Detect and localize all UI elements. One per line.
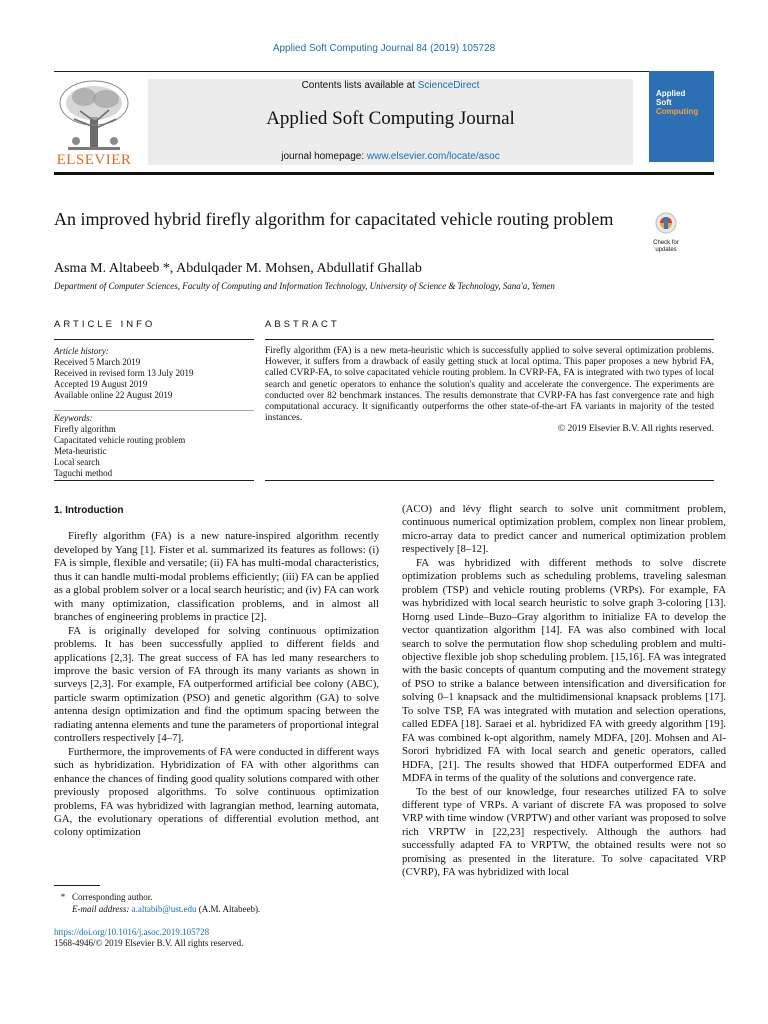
email-label: E-mail address: bbox=[72, 904, 130, 914]
body-paragraph: (ACO) and lévy flight search to solve unit commitment problem, continuous numerical optimization problem, complex non linear problem, micro-array data to predict cancer and numerical optimization problem respectively [8–12]. bbox=[402, 503, 726, 556]
abstract-bottom-rule bbox=[265, 480, 714, 481]
journal-title: Applied Soft Computing Journal bbox=[266, 108, 515, 129]
homepage-prefix: journal homepage: bbox=[281, 151, 367, 162]
section-heading: 1. Introduction bbox=[54, 505, 124, 516]
email-link[interactable]: a.altabib@ust.edu bbox=[131, 904, 197, 914]
body-paragraph: Furthermore, the improvements of FA were conducted in different ways such as hybridization. Hybridization of FA with other algorithms can enhance the chances of finding good quality solutions compared with other previously proposed algorithms. To solve continuous optimization problems, FA was hybridized with lagrangian method, learning automata, GA, the evolutionary operations of differential evolution method, ant colony optimization bbox=[54, 745, 379, 839]
journal-reference[interactable]: Applied Soft Computing Journal 84 (2019) 105728 bbox=[272, 43, 496, 54]
cover-title bbox=[656, 89, 698, 116]
history-item: Received in revised form 13 July 2019 bbox=[54, 368, 194, 378]
article-info-rule bbox=[54, 339, 254, 340]
footnote bbox=[54, 891, 260, 915]
email-line bbox=[54, 903, 260, 915]
keyword: Meta-heuristic bbox=[54, 446, 107, 456]
paper-title: An improved hybrid firefly algorithm for capacitated vehicle routing problem bbox=[54, 209, 614, 229]
publisher-name: ELSEVIER bbox=[56, 152, 132, 168]
cover-title-line: Computing bbox=[656, 107, 699, 116]
doi-link[interactable]: https://doi.org/10.1016/j.asoc.2019.105728 bbox=[54, 927, 210, 937]
cover-title-line: Soft bbox=[656, 98, 672, 107]
header-divider bbox=[54, 172, 714, 175]
contents-prefix: Contents lists available at bbox=[301, 80, 418, 91]
elsevier-logo bbox=[54, 77, 134, 169]
body-paragraph: FA is originally developed for solving continuous optimization problems. It has been successfully applied to different fields and applications [2,3]. The great success of FA has led many researchers to improve the basic version of FA through its many variants as shown in surveys [2,3]. For example, FA outperformed artificial bee colony (ABC), particle swarm optimization (PSO) and genetic algorithm (GA) to solve antenna design optimization and find the optimum spacing between the radiating antenna elements and tune the parameters of proportional integral controllers respectively [4–7]. bbox=[54, 624, 379, 745]
abstract-rule bbox=[265, 339, 714, 340]
crossmark-line: Check for bbox=[653, 240, 679, 246]
crossmark-line: updates bbox=[655, 247, 677, 253]
journal-cover[interactable] bbox=[649, 71, 714, 162]
crossmark-icon bbox=[647, 211, 685, 235]
body-paragraph: Firefly algorithm (FA) is a new nature-inspired algorithm recently developed by Yang [1]. Fister et al. summarized its features as follows: (i) FA is simple, flexible and versatile; (ii) FA has multi-modal characteristics, thus it can handle multi-modal problems efficiently; (iii) FA can be applied as a global problem solver or a local search heuristic; and (iv) FA can work with many optimization, classification problems, and in almost all branches of engineering problems in practice [2]. bbox=[54, 530, 379, 624]
article-history bbox=[54, 346, 254, 401]
footnote-line bbox=[54, 891, 260, 903]
sciencedirect-link[interactable]: ScienceDirect bbox=[417, 80, 480, 91]
keyword: Local search bbox=[54, 457, 100, 467]
affiliation: Department of Computer Sciences, Faculty of Computing and Information Technology, University of Science & Technology, Sana'a, Yemen bbox=[54, 281, 555, 291]
contents-line bbox=[148, 80, 633, 91]
homepage-link[interactable]: www.elsevier.com/locate/asoc bbox=[366, 151, 500, 162]
abstract bbox=[265, 346, 714, 436]
footnote-mark: * bbox=[60, 892, 66, 902]
footnote-text: Corresponding author. bbox=[72, 892, 153, 902]
keywords bbox=[54, 410, 254, 479]
article-info-heading: ARTICLE INFO bbox=[54, 319, 156, 330]
keyword: Taguchi method bbox=[54, 468, 113, 478]
tree-icon bbox=[54, 77, 134, 153]
history-item: Accepted 19 August 2019 bbox=[54, 379, 148, 389]
issn-line: 1568-4946/© 2019 Elsevier B.V. All rights reserved. bbox=[54, 938, 244, 948]
keywords-label: Keywords: bbox=[54, 413, 93, 423]
history-item: Received 5 March 2019 bbox=[54, 357, 141, 367]
body-column-right bbox=[402, 503, 726, 880]
email-suffix: (A.M. Altabeeb). bbox=[198, 904, 261, 914]
author-list: Asma M. Altabeeb *, Abdulqader M. Mohsen, Abdullatif Ghallab bbox=[54, 261, 422, 276]
history-item: Available online 22 August 2019 bbox=[54, 390, 173, 400]
footnote-rule bbox=[54, 885, 100, 886]
crossmark-label bbox=[647, 240, 685, 254]
copyright: © 2019 Elsevier B.V. All rights reserved. bbox=[557, 424, 714, 435]
body-paragraph: To the best of our knowledge, four researches utilized FA to solve different type of VRPs. A variant of discrete FA was proposed to solve VRP with time window (VRPTW) and other variant was proposed to solve rich VRPTW in [22,23] respectively. Although the authors had successfully adapted FA to VRPTW, the obtained results were not so promising as presented in the literature. To solve capacitated VRP (CVRP), FA was hybridized with local bbox=[402, 785, 726, 879]
homepage-line bbox=[148, 151, 633, 162]
article-info-bottom-rule bbox=[54, 480, 254, 481]
history-label: Article history: bbox=[54, 346, 109, 356]
abstract-heading: ABSTRACT bbox=[265, 319, 340, 330]
abstract-body: Firefly algorithm (FA) is a new meta-heuristic which is successfully applied to solve several optimization problems. However, it suffers from a drawback of easily getting stuck at local optima. This paper proposes a new hybrid FA, called CVRP-FA, to solve capacitated vehicle routing problem. In CVRP-FA, FA is integrated with two types of local search and genetic operators to enhance the solution's quality and accelerate the convergence. The experiments are conducted over 82 benchmark instances. The results demonstrate that CVRP-FA has fast convergence rate and high computational accuracy. It significantly outperforms the other state-of-the-art FA variants in majority of the tested instances. bbox=[265, 346, 714, 424]
top-rule bbox=[54, 71, 714, 72]
keyword: Capacitated vehicle routing problem bbox=[54, 435, 186, 445]
body-paragraph: FA was hybridized with different methods to solve discrete optimization problems such as scheduling problems, traveling salesman problem (TSP) and vehicle routing problems (VRPs). For example, FA was hybridized with local search heuristic to solve graph 3-coloring [13]. Horng used Linde–Buzo–Gray algorithm to initialize FA to develop the vector quantization algorithm [14]. FA was also combined with local search to solve the permutation flow shop scheduling problem and multi-objective flexible job shop scheduling problem. [15,16]. FA was integrated with the basic concepts of quantum computing and the movement strategy of PSO to strike a balance between intensification and diversification for solving 0–1 knapsack and the multidimensional knapsack problems [17]. To solve TSP, FA was integrated with mutation and selection operations, called EDFA [18]. Saraei et al. hybridized FA with greedy algorithm [19]. FA was combined k-opt algorithm, namely MDFA, [20]. Mohsen and Al-Sorori hybridized FA with local search and genetic operators, called HDFA, [21]. The results showed that HDFA outperformed EDFA and MDFA in terms of the quality of the solutions and convergence rate. bbox=[402, 556, 726, 785]
check-for-updates-badge[interactable] bbox=[647, 211, 685, 253]
keyword: Firefly algorithm bbox=[54, 424, 116, 434]
body-column-left bbox=[54, 504, 379, 840]
cover-title-line: Applied bbox=[656, 89, 686, 98]
doi-block bbox=[54, 927, 243, 949]
